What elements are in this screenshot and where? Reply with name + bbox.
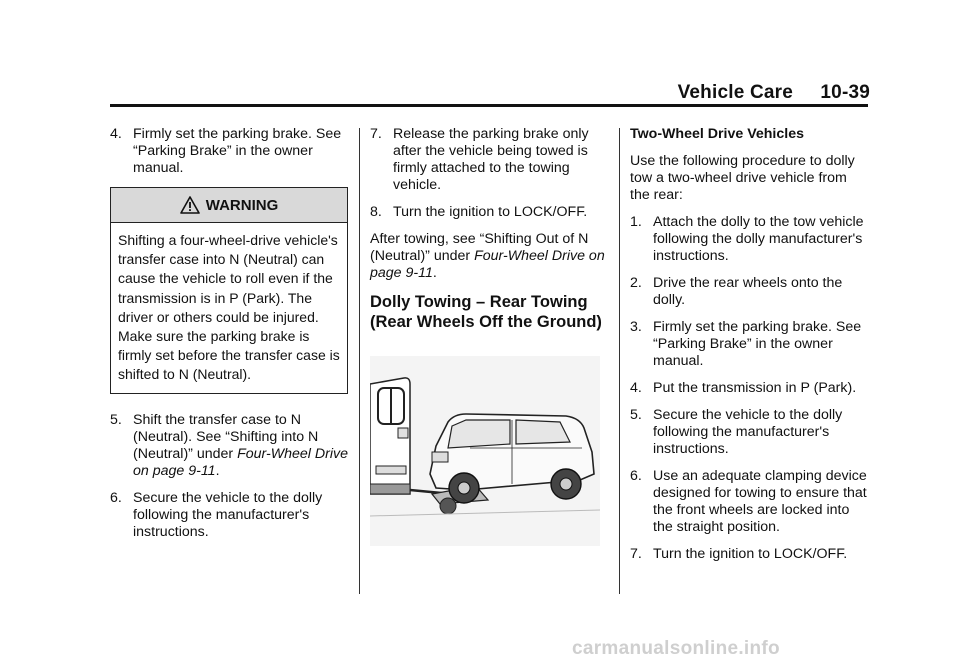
list-item: [630, 407, 870, 458]
list-item: [110, 490, 348, 541]
watermark: carmanualsonline.info: [572, 638, 780, 659]
item-text: Drive the rear wheels onto the dolly.: [653, 275, 843, 308]
paragraph: Use the following procedure to dolly tow a two-wheel drive vehicle from the rear:: [630, 153, 855, 203]
warning-title: WARNING: [205, 196, 279, 214]
section-heading: Dolly Towing – Rear Towing (Rear Wheels Off the Ground): [370, 293, 602, 331]
list-item: [630, 275, 870, 309]
list-item: [630, 468, 870, 536]
page-header: [110, 82, 870, 104]
item-number: 2.: [630, 275, 642, 291]
paragraph: [370, 231, 606, 282]
item-text: Secure the vehicle to the dolly following the manufacturer's instructions.: [133, 489, 323, 540]
column-divider: [359, 128, 360, 594]
item-number: 7.: [370, 126, 382, 142]
column-left: [110, 126, 348, 551]
item-number: 8.: [370, 204, 382, 220]
item-number: 5.: [630, 407, 642, 423]
item-text: Put the transmission in P (Park).: [653, 380, 857, 396]
item-text: Turn the ignition to LOCK/OFF.: [393, 204, 588, 220]
column-middle: [370, 126, 606, 551]
list-item: [630, 319, 870, 370]
list-item: [630, 546, 870, 563]
item-number: 7.: [630, 546, 642, 562]
item-number: 5.: [110, 411, 122, 428]
list-item: [110, 126, 348, 177]
item-number: 6.: [630, 468, 642, 484]
list-item: [110, 412, 348, 480]
item-number: 4.: [630, 380, 642, 396]
paragraph-text: After towing, see “Shifting Out of N (Neutral)” under: [370, 231, 589, 264]
list-item: [370, 126, 606, 194]
header-rule: [110, 104, 868, 107]
column-right: [630, 126, 870, 573]
item-text: Use an adequate clamping device designed for towing to ensure that the front wheels are locked into the straight position.: [653, 468, 867, 535]
warning-icon: [180, 196, 200, 214]
item-text: Turn the ignition to LOCK/OFF.: [653, 546, 848, 562]
column-divider: [619, 128, 620, 594]
warning-header: [111, 188, 347, 223]
item-number: 3.: [630, 319, 642, 335]
item-text: Release the parking brake only after the vehicle being towed is firmly attached to the towing vehicle.: [393, 126, 589, 193]
page-title: Vehicle Care 10-39: [677, 82, 870, 103]
list-item: [630, 380, 870, 397]
item-text: Shift the transfer case to N (Neutral). See “Shifting into N (Neutral)” under: [133, 411, 319, 462]
item-text: Attach the dolly to the tow vehicle following the dolly manufacturer's instructions.: [653, 214, 864, 264]
subsection-heading: Two-Wheel Drive Vehicles: [630, 126, 804, 142]
item-text: Secure the vehicle to the dolly following the manufacturer's instructions.: [653, 407, 843, 457]
cross-reference-link[interactable]: Four-Wheel Drive on page 9-11: [133, 445, 348, 479]
list-item: [630, 214, 870, 265]
warning-box: [110, 187, 348, 394]
warning-body: Shifting a four-wheel-drive vehicle's transfer case into N (Neutral) can cause the vehicle to roll even if the transmission is in P (Park). The driver or others could be injured. Make sure the parking brake is firmly set before the transfer case is shifted to N (Neutral).: [118, 232, 340, 383]
item-number: 4.: [110, 126, 122, 142]
dolly-towing-illustration: [370, 356, 600, 546]
paragraph-end: .: [432, 265, 437, 281]
procedure-list: [630, 214, 870, 563]
cross-reference-link[interactable]: Four-Wheel Drive on page 9-11: [370, 248, 605, 281]
item-number: 1.: [630, 214, 642, 230]
item-text: Firmly set the parking brake. See “Parking Brake” in the owner manual.: [653, 319, 862, 369]
item-text: Firmly set the parking brake. See “Parking Brake” in the owner manual.: [133, 126, 342, 176]
item-number: 6.: [110, 489, 122, 506]
item-text-end: .: [215, 462, 220, 479]
list-item: [370, 204, 606, 221]
